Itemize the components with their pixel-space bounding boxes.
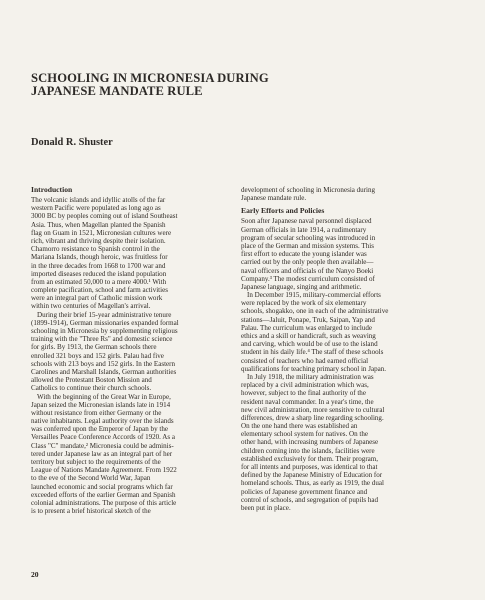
text-line: was conferred upon the Emperor of Japan by the (31, 425, 168, 434)
text-line: program of secular schooling was introduced in (241, 233, 376, 242)
text-line: Catholics to continue their church schools. (31, 384, 152, 393)
text-line: allowed the Protestant Boston Mission and (31, 376, 152, 385)
text-line: German officials in late 1914, a rudimentary (241, 225, 367, 234)
left-column-body (31, 196, 236, 515)
text-line: During their brief 15-year administrative tenure (37, 310, 172, 319)
text-line: complete pacification, school and farm activities (31, 286, 168, 295)
text-line: in the three decades from 1668 to 1700 war and (31, 261, 166, 270)
title-line-2: JAPANESE MANDATE RULE (31, 84, 203, 98)
text-line: been put in place. (241, 503, 291, 512)
text-line: for all intents and purposes, was identical to that (241, 463, 378, 471)
text-line: Soon after Japanese naval personnel displaced (241, 217, 372, 226)
text-line: place of the German and mission systems. This (241, 241, 374, 250)
text-line: imported diseases reduced the island population (31, 269, 167, 278)
text-line: With the beginning of the Great War in Europe, (37, 392, 171, 401)
right-column-body (241, 217, 456, 512)
text-line: Class "C" mandate,² Micronesia could be adminis- (31, 441, 174, 450)
text-line: (1899-1914), German missionaries expanded formal (31, 318, 179, 327)
text-line: naval officers and officials of the Nanyo Boeki (241, 266, 374, 275)
text-line: resident naval commander. In a year's time, the (241, 397, 374, 406)
text-line: without resistance from either Germany or the (31, 408, 162, 417)
text-line: within two centuries of Magellan's arrival. (31, 302, 151, 311)
text-line: schools with 213 boys and 152 girls. In the Eastern (31, 359, 176, 368)
right-column (241, 186, 456, 512)
text-line: Japanese language, singing and arithmetic. (241, 282, 362, 291)
text-line: territory but subject to the requirements of the (31, 458, 161, 466)
text-line: Chamorro resistance to Spanish control in the (31, 245, 160, 254)
text-line: other hand, with increasing numbers of Japanese (241, 438, 379, 447)
text-line: launched economic and social programs which far (31, 482, 173, 491)
title-line-1: SCHOOLING IN MICRONESIA DURING (31, 71, 269, 85)
author-name: Donald R. Shuster (31, 137, 113, 148)
text-line: League of Nations Mandate Agreement. From 1922 (31, 466, 177, 475)
text-line: is to present a brief historical sketch of the (31, 507, 151, 516)
text-line: replaced by a civil administration which was, (241, 381, 369, 390)
text-line: were an integral part of Catholic mission work (31, 294, 163, 303)
text-line: native inhabitants. Legal authority over the islands (31, 417, 174, 426)
text-line: new civil administration, more sensitive to cultural (241, 405, 385, 414)
text-line: differences, drew a sharp line regarding schooling. (241, 413, 384, 422)
text-line: policies of Japanese government finance and (241, 487, 368, 496)
text-line: training with the "Three Rs" and domestic science (31, 335, 173, 344)
article-title (31, 72, 331, 98)
text-line: schooling in Micronesia by supplementing religious (31, 327, 178, 335)
text-line: exceeded efforts of the earlier German and Spanish (31, 490, 176, 499)
text-line: Versailles Peace Conference Accords of 1920. As a (31, 433, 176, 442)
section-heading-introduction: Introduction (31, 185, 73, 194)
text-line: western Pacific were populated as long ago as (31, 204, 161, 213)
text-line: development of schooling in Micronesia during (241, 186, 376, 194)
text-line: Asia. Thus, when Magellan planted the Spanish (31, 220, 166, 229)
text-line: In December 1915, military-commercial efforts (247, 291, 381, 300)
text-line: Palau. The curriculum was enlarged to include (241, 323, 373, 332)
text-line: established exclusively for them. Their program, (241, 454, 379, 463)
text-line: Japanese mandate rule. (241, 194, 307, 203)
text-line: Company.³ The modest curriculum consisted of (241, 274, 375, 283)
text-line: elementary school system for natives. On the (241, 430, 369, 439)
text-line: homeland schools. Thus, as early as 1919, the dual (241, 479, 384, 488)
text-line: control of schools, and segregation of pupils had (241, 495, 378, 504)
text-line: In July 1918, the military administration was (247, 372, 374, 381)
text-line: first effort to educate the young islander was (241, 250, 367, 259)
section-heading-early-efforts: Early Efforts and Policies (241, 206, 325, 216)
text-line: from an estimated 50,000 to a mere 4000.¹ With (31, 277, 167, 286)
text-line: qualifications for teaching primary school in Japan. (241, 364, 387, 373)
text-line: defined by the Japanese Ministry of Education for (241, 471, 383, 480)
text-line: children coming into the islands, facilities were (241, 446, 375, 455)
text-line: 3000 BC by peoples coming out of island Southeast (31, 212, 178, 221)
text-line: The volcanic islands and idyllic atolls of the far (31, 196, 166, 204)
text-line: were replaced by the work of six elementary (241, 299, 367, 308)
text-line: for girls. By 1913, the German schools there (31, 343, 157, 352)
text-line: consisted of teachers who had earned official (241, 356, 369, 365)
text-line: stations—Jaluit, Ponape, Truk, Saipan, Yap and (241, 315, 375, 324)
text-line: and carving, which would be of use to the island (241, 340, 378, 349)
text-line: colonial administrations. The purpose of this article (31, 498, 177, 507)
text-line: Japan seized the Micronesian islands late in 1914 (31, 400, 171, 409)
right-column-intro (241, 186, 456, 202)
text-line: rich, vibrant and thriving despite their isolation. (31, 236, 166, 245)
text-line: carried out by the only people then available— (241, 258, 374, 267)
text-line: Carolines and Marshall Islands, German authorities (31, 367, 177, 376)
text-line: enrolled 321 boys and 152 girls. Palau had five (31, 351, 164, 360)
text-line: flag on Guam in 1521, Micronesian cultures were (31, 228, 172, 237)
left-column (31, 186, 236, 515)
text-line: Mariana Islands, though heroic, was fruitless for (31, 253, 168, 262)
text-line: however, subject to the final authority of the (241, 389, 366, 398)
page-number: 20 (31, 570, 39, 579)
text-line: ethics and a skill or handicraft, such as weaving (241, 332, 376, 340)
text-line: student in his daily life.⁴ The staff of these schools (241, 348, 384, 357)
text-line: tered under Japanese law as an integral part of her (31, 449, 173, 458)
text-line: to the eve of the Second World War, Japan (31, 474, 151, 483)
text-line: schools, shogakko, one in each of the administrative (241, 307, 389, 316)
text-line: On the one hand there was established an (241, 422, 358, 431)
